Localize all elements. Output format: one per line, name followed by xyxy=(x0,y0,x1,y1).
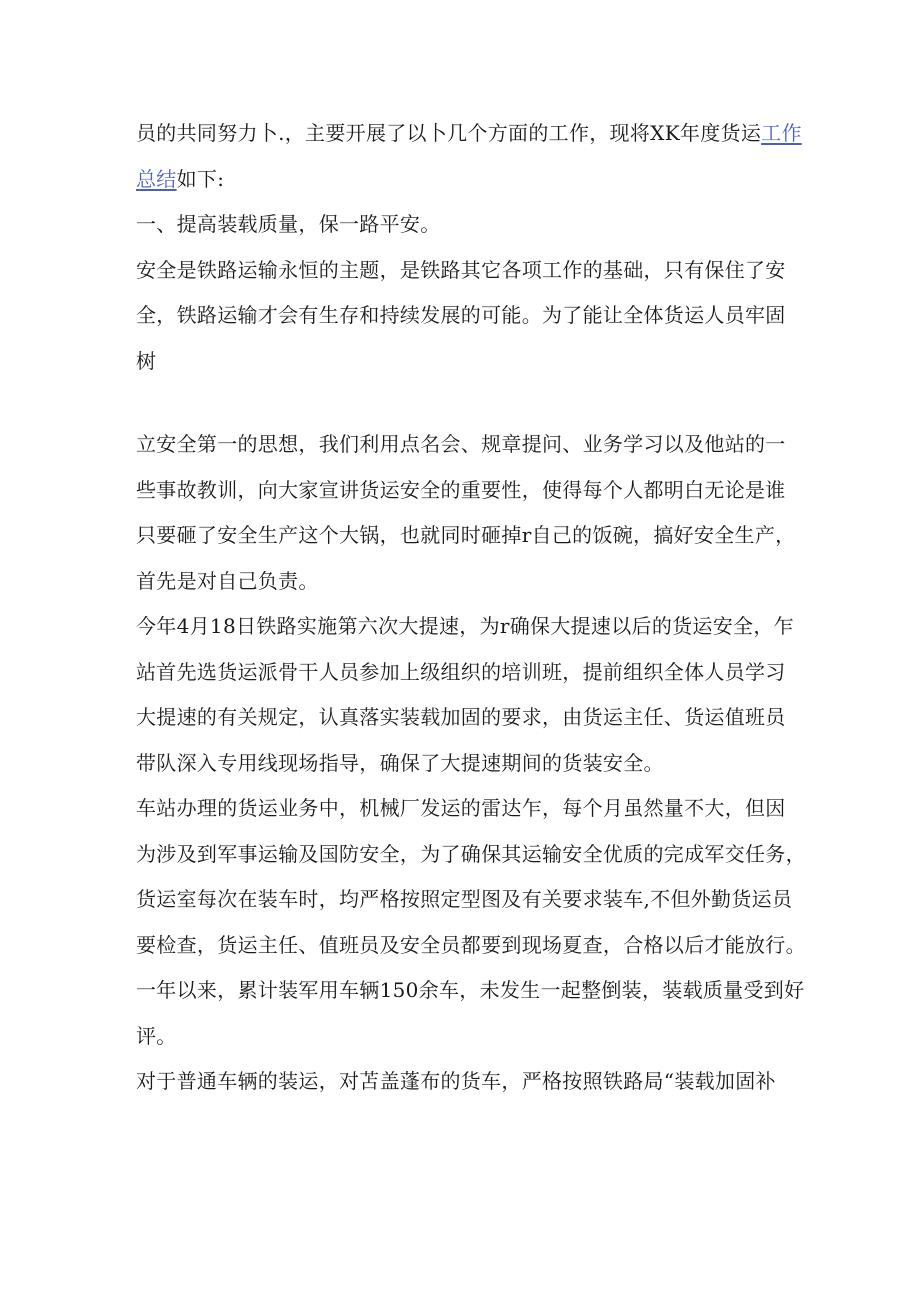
paragraph-line: 些事故教训，向大家宣讲货运安全的重要性，使得每个人都明白无论是谁 xyxy=(136,477,786,502)
paragraph-line: 树 xyxy=(136,348,157,373)
paragraph-line: 大提速的有关规定，认真落实装载加固的要求，由货运主任、货运值班员 xyxy=(136,705,786,729)
paragraph-line: 立安全第一的思想，我们利用点名会、规章提问、业务学习以及他站的一 xyxy=(136,432,786,456)
work-summary-link-part1[interactable]: 工作 xyxy=(761,121,802,145)
paragraph-line: 全，铁路运输才会有生存和持续发展的可能。为了能让全体货运人员牢固 xyxy=(136,303,786,327)
paragraph-line: 对于普通车辆的装运，对苫盖蓬布的货车，严格按照铁路局“装载加固补 xyxy=(136,1069,776,1093)
intro-text: 员的共同努力卜.，主要开展了以卜几个方面的工作，现将XK年度货运 xyxy=(136,121,762,145)
paragraph-line: 车站办理的货运业务中，机械厂发运的雷达乍，每个月虽然量不大，但因 xyxy=(136,796,786,820)
paragraph-line: 今年4月18日铁路实施第六次大提速，为r确保大提速以后的货运安全，乍 xyxy=(136,614,794,638)
intro-text-after: 如下: xyxy=(176,166,225,191)
paragraph-line: 带队深入专用线现场指导，确保了大提速期间的货装安全。 xyxy=(136,750,664,775)
work-summary-link-part2[interactable]: 总结 xyxy=(136,166,177,191)
section-heading: 一、提高装载质量，保一路平安。 xyxy=(136,212,441,236)
paragraph-line: 货运室每次在装车时，均严格按照定型图及有关要求装车,不但外勤货运员 xyxy=(136,887,793,911)
intro-line-1 xyxy=(136,111,802,157)
paragraph-line: 安全是铁路运输永恒的主题，是铁路其它各项工作的基础，只有保住了安 xyxy=(136,257,786,282)
text-block-upper xyxy=(136,111,802,384)
paragraph-line: 站首先选货运派骨干人员参加上级组织的培训班，提前组织全体人员学习 xyxy=(136,659,786,684)
paragraph-line: 要检查，货运主任、值班员及安全员都要到现场夏查，合格以后才能放行。 xyxy=(136,932,806,957)
paragraph-line: 只要砸了安全生产这个大锅，也就同时砸掉r自己的饭碗，搞好安全生产， xyxy=(136,523,796,547)
text-block-lower xyxy=(136,422,806,1105)
paragraph-line: 首先是对自己负责。 xyxy=(136,568,319,593)
intro-line-2 xyxy=(136,157,796,203)
paragraph-line: 为涉及到军事运输及国防安全，为了确保其运输安全优质的完成军交任务， xyxy=(136,841,806,866)
paragraph-line: 评。 xyxy=(136,1023,177,1048)
paragraph-line: 一年以来，累计装军用车辆150余车，未发生一起整倒装，装载质量受到好 xyxy=(136,978,805,1002)
